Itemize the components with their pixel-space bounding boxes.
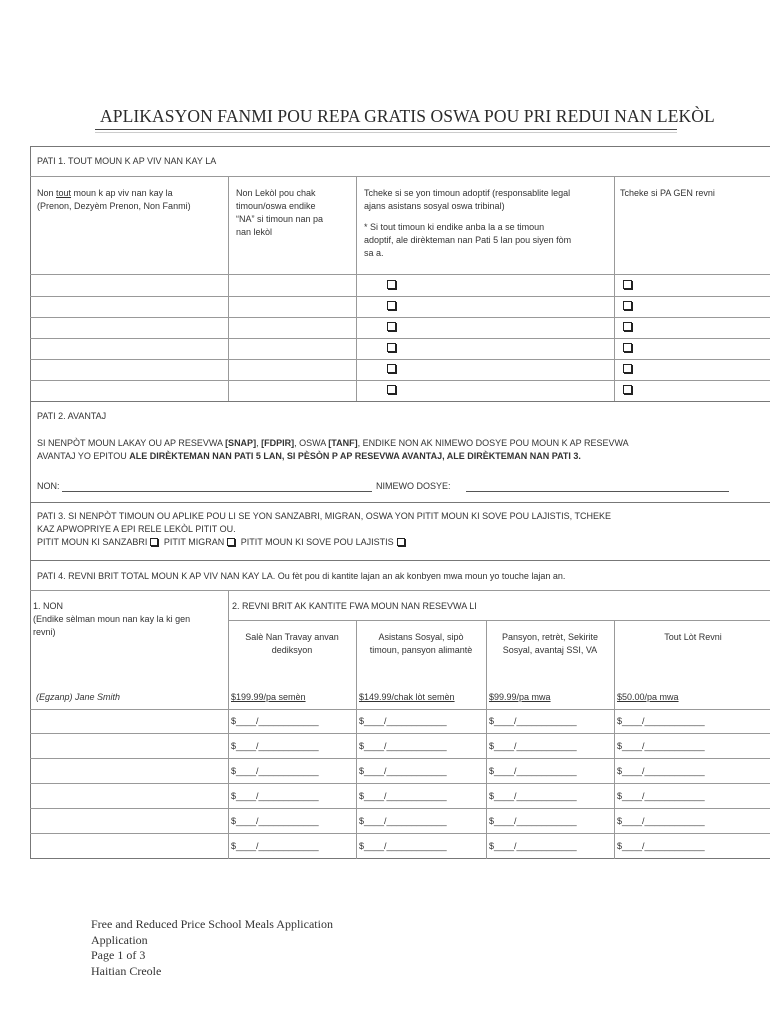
income-field[interactable]: $____/____________ [231,841,319,851]
divider [30,758,770,759]
foster-checkbox[interactable] [387,343,396,352]
income-field[interactable]: $____/____________ [359,841,447,851]
example-other: $50.00/pa mwa [617,692,679,702]
income-field[interactable]: $____/____________ [359,816,447,826]
income-field[interactable]: $____/____________ [617,816,705,826]
divider [30,338,770,339]
divider [614,620,615,859]
part1-col1-header: Non tout moun k ap viv nan kay la (Prenon, Dezyèm Prenon, Non Fanmi) [37,188,191,211]
divider [228,620,770,621]
title-rule [95,129,677,130]
footer-page: Page 1 of 3 [91,948,146,962]
part2-name-label: NON: [37,481,60,491]
income-field[interactable]: $____/____________ [617,841,705,851]
part2-heading: PATI 2. AVANTAJ [37,411,107,421]
divider [30,733,770,734]
income-field[interactable]: $____/____________ [617,791,705,801]
divider [356,176,357,402]
runaway-checkbox[interactable] [397,538,405,546]
part3-instructions: PATI 3. SI NENPÒT TIMOUN OU APLIKE POU LI SE YON SANZABRI, MIGRAN, OSWA YON PITIT MOUN KI SOVE POU LAJISTIS, TCHEKE KAZ APWOPRIYE A EPI RELE LEKÒL PITIT OU. PITIT MOUN KI SANZABRI PITIT MIGRAN PITIT MOUN KI SOVE POU LAJISTIS [37,511,611,547]
example-name: (Egzanp) Jane Smith [36,692,121,702]
part4-col2-header: 2. REVNI BRIT AK KANTITE FWA MOUN NAN RESEVWA LI [232,601,477,611]
example-pension: $99.99/pa mwa [489,692,551,702]
divider [30,380,770,381]
example-assistance: $149.99/chak lòt semèn [359,692,455,702]
foster-checkbox[interactable] [387,280,396,289]
income-field[interactable]: $____/____________ [489,741,577,751]
foster-checkbox[interactable] [387,364,396,373]
part1-col3-header: Tcheke si se yon timoun adoptif (responsablite legal ajans asistans sosyal oswa tribinal) * Si tout timoun ki endike anba la a se timoun adoptif, ale dirèkteman nan Pati 5 lan pou siyen fòm sa a. [364,188,572,258]
divider [228,590,229,859]
foster-checkbox[interactable] [387,301,396,310]
no-income-checkbox[interactable] [623,322,632,331]
no-income-checkbox[interactable] [623,280,632,289]
title-rule-shadow [95,132,677,133]
income-field[interactable]: $____/____________ [489,716,577,726]
part2-case-label: NIMEWO DOSYE: [376,481,451,491]
divider [614,176,615,402]
income-field[interactable]: $____/____________ [489,841,577,851]
income-field[interactable]: $____/____________ [359,741,447,751]
no-income-checkbox[interactable] [623,364,632,373]
divider [30,359,770,360]
divider [30,590,770,591]
part4-heading: PATI 4. REVNI BRIT TOTAL MOUN K AP VIV NAN KAY LA. Ou fèt pou di kantite lajan an ak konbyen mwa moun yo touche lajan an. [37,571,566,581]
no-income-checkbox[interactable] [623,343,632,352]
income-field[interactable]: $____/____________ [617,741,705,751]
divider [30,274,770,275]
divider [30,317,770,318]
footer-language: Haitian Creole [91,963,162,978]
case-name-field[interactable] [62,491,372,492]
divider [30,709,770,710]
income-field[interactable]: $____/____________ [489,816,577,826]
divider [30,176,770,177]
income-field[interactable]: $____/____________ [231,791,319,801]
divider [486,620,487,859]
example-salary: $199.99/pa semèn [231,692,306,702]
income-field[interactable]: $____/____________ [231,741,319,751]
part4-col1-header: 1. NON (Endike sèlman moun nan kay la ki gen revni) [33,601,191,637]
foster-checkbox[interactable] [387,385,396,394]
footer-line: Application [91,932,148,947]
income-header-pension: Pansyon, retrèt, Sekirite Sosyal, avantaj SSI, VA [501,632,599,655]
part2-instructions: SI NENPÒT MOUN LAKAY OU AP RESEVWA [SNAP], [FDPIR], OSWA [TANF], ENDIKE NON AK NIMEWO DOSYE POU MOUN K AP RESEVWA AVANTAJ YO EPITOU ALE DIRÈKTEMAN NAN PATI 5 LAN, SI PÈSÒN P AP RESEVWA AVANTAJ, ALE DIRÈKTEMAN NAN PATI 3. [37,438,629,461]
divider [30,808,770,809]
divider [228,176,229,402]
footer [91,917,333,979]
no-income-checkbox[interactable] [623,385,632,394]
income-field[interactable]: $____/____________ [489,791,577,801]
no-income-checkbox[interactable] [623,301,632,310]
income-field[interactable]: $____/____________ [231,766,319,776]
income-header-salary: Salè Nan Travay anvan dediksyon [245,632,339,655]
income-field[interactable]: $____/____________ [489,766,577,776]
divider [30,833,770,834]
foster-checkbox[interactable] [387,322,396,331]
divider [30,783,770,784]
income-field[interactable]: $____/____________ [359,766,447,776]
divider [356,620,357,859]
income-header-other: Tout Lòt Revni [664,632,722,642]
migrant-checkbox[interactable] [227,538,235,546]
income-header-assistance: Asistans Sosyal, sipò timoun, pansyon alimantè [369,632,473,655]
part1-col2-header: Non Lekòl pou chak timoun/oswa endike “NA” si timoun nan pa nan lekòl [236,188,324,237]
part1-heading: PATI 1. TOUT MOUN K AP VIV NAN KAY LA [37,156,217,166]
divider [30,296,770,297]
income-field[interactable]: $____/____________ [231,816,319,826]
footer-line: Free and Reduced Price School Meals Application [91,917,333,931]
part1-col4-header: Tcheke si PA GEN revni [620,188,715,198]
income-field[interactable]: $____/____________ [359,716,447,726]
case-number-field[interactable] [466,491,729,492]
income-field[interactable]: $____/____________ [231,716,319,726]
homeless-checkbox[interactable] [150,538,158,546]
income-field[interactable]: $____/____________ [617,716,705,726]
income-field[interactable]: $____/____________ [359,791,447,801]
income-field[interactable]: $____/____________ [617,766,705,776]
page-title: APLIKASYON FANMI POU REPA GRATIS OSWA POU PRI REDUI NAN LEKÒL [100,106,715,126]
